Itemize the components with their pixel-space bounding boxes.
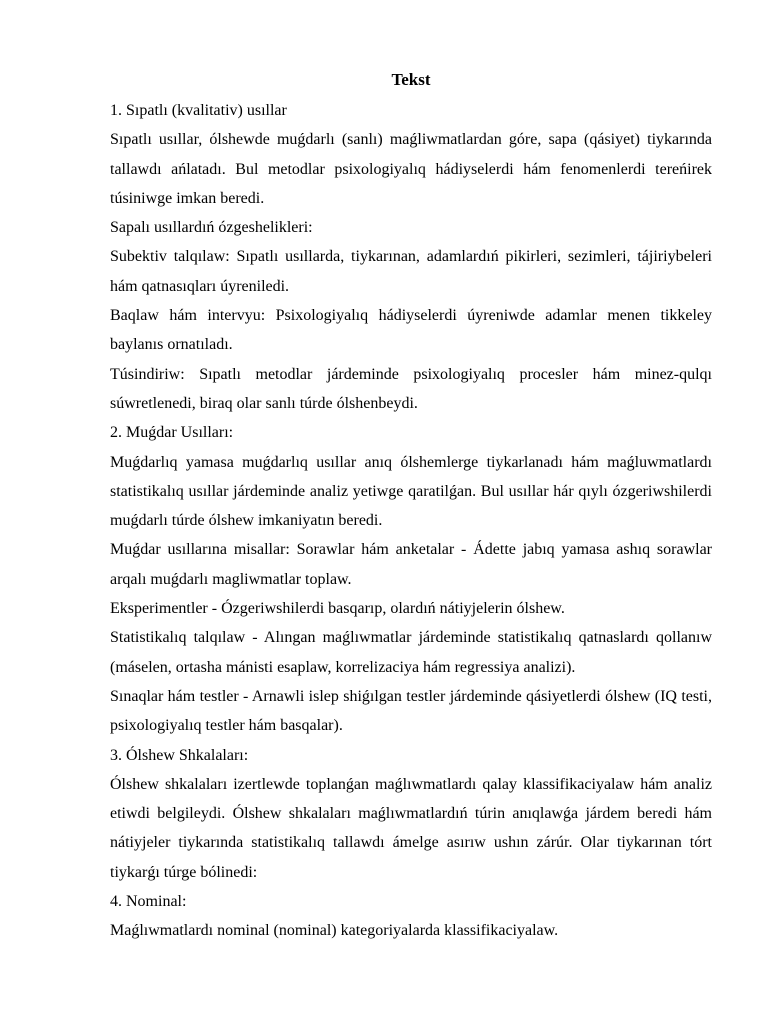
section-heading-nominal: 4. Nominal: bbox=[110, 893, 187, 911]
paragraph: Maǵlıwmatlardı nominal (nominal) kategoriyalarda klassifikaciyalaw. bbox=[110, 922, 559, 940]
paragraph: Baqlaw hám intervyu: Psixologiyalıq hádiyselerdi úyreniwde adamlar menen tikkeley baylanıs ornatıladı. bbox=[110, 307, 712, 354]
paragraph: Eksperimentler - Ózgeriwshilerdi basqarıp, olardıń nátiyjelerin ólshew. bbox=[110, 600, 565, 618]
section-heading-quantitative: 2. Muǵdar Usılları: bbox=[110, 424, 234, 442]
paragraph: Túsindiriw: Sıpatlı metodlar járdeminde psixologiyalıq procesler hám minez-qulqı súwretlenedi, biraq olar sanlı túrde ólshenbeydi. bbox=[110, 365, 712, 412]
paragraph: Subektiv talqılaw: Sıpatlı usıllarda, tiykarınan, adamlardıń pikirleri, sezimleri, tájiriybeleri hám qatnasıqları úyreniledi. bbox=[110, 248, 712, 295]
paragraph: Sınaqlar hám testler - Arnawli islep shiǵılgan testler járdeminde qásiyetlerdi ólshew (IQ testi, psixologiyalıq testler hám basqalar). bbox=[110, 687, 712, 735]
paragraph: Sıpatlı usıllar, ólshewde muǵdarlı (sanlı) maǵliwmatlardan góre, sapa (qásiyet) tiykarında tallawdı ańlatadı. Bul metodlar psixologiyalıq hádiyselerdi hám fenomenlerdi tereńirek túsiniwge imkan beredi. bbox=[110, 131, 712, 207]
section-heading-scales: 3. Ólshew Shkalaları: bbox=[110, 746, 249, 764]
paragraph: Sapalı usıllardıń ózgeshelikleri: bbox=[110, 219, 313, 237]
document-title: Tekst bbox=[391, 70, 431, 89]
paragraph: Ólshew shkalaları izertlewde toplanǵan maǵlıwmatlardı qalay klassifikaciyalaw hám analiz etiwdi belgileydi. Ólshew shkalaları maǵlıwmatlardıń túrin anıqlawǵa járdem beredi hám nátiyjeler tiykarında statistikalıq tallawdı ámelge asırıw ushın zárúr. Olar tiykarınan tórt tiykarǵı túrge bólinedi: bbox=[110, 775, 712, 881]
paragraph: Statistikalıq talqılaw - Alıngan maǵlıwmatlar járdeminde statistikalıq qatnaslardı qollanıw (máselen, ortasha mánisti esaplaw, korrelizaciya hám regressiya analizi). bbox=[110, 629, 712, 676]
document-page bbox=[110, 66, 712, 946]
paragraph: Muǵdarlıq yamasa muǵdarlıq usıllar anıq ólshemlerge tiykarlanadı hám maǵluwmatlardı statistikalıq usıllar járdeminde analiz yetiwge qaratilǵan. Bul usıllar hár qıylı ózgeriwshilerdi muǵdarlı túrde ólshew imkaniyatın beredi. bbox=[110, 453, 712, 530]
section-heading-qualitative: 1. Sıpatlı (kvalitativ) usıllar bbox=[110, 102, 287, 119]
paragraph: Muǵdar usıllarına misallar: Sorawlar hám anketalar - Ádette jabıq yamasa ashıq sorawlar arqalı muǵdarlı magliwmatlar toplaw. bbox=[110, 541, 712, 588]
